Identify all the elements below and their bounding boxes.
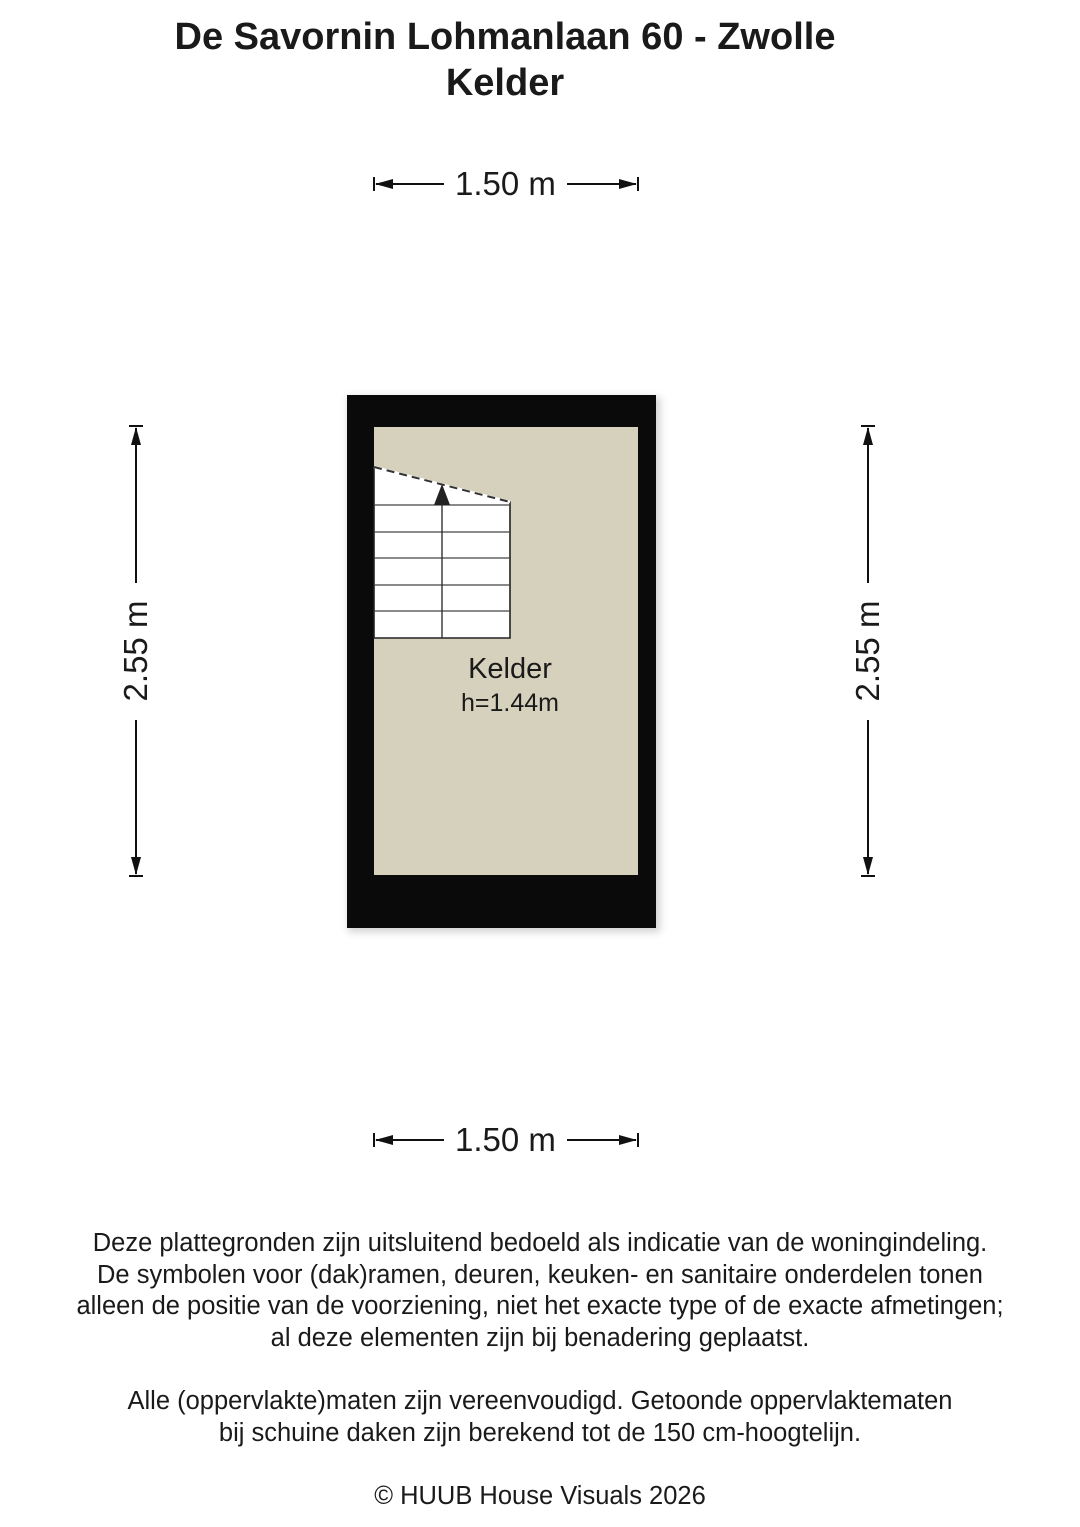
disclaimer-line: De symbolen voor (dak)ramen, deuren, keuken- en sanitaire onderdelen tonen: [97, 1260, 983, 1289]
arrow-head-icon: [619, 179, 637, 189]
arrow-head-icon: [863, 427, 873, 445]
room-height-label: h=1.44m: [461, 689, 559, 717]
dimension-top-label: 1.50 m: [455, 165, 556, 202]
disclaimer-paragraph-2: [0, 1386, 1080, 1449]
dimension-bottom-label: 1.50 m: [455, 1121, 556, 1158]
copyright-notice: © HUUB House Visuals 2026: [374, 1482, 706, 1510]
floor-title: Kelder: [445, 62, 565, 104]
disclaimer-line: Deze plattegronden zijn uitsluitend bedoeld als indicatie van de woningindeling.: [92, 1229, 988, 1257]
arrow-head-icon: [375, 1135, 393, 1145]
disclaimer-line: al deze elementen zijn bij benadering geplaatst.: [270, 1323, 810, 1352]
dimension-left-label: 2.55 m: [117, 600, 154, 702]
disclaimer-paragraph-1: [0, 1228, 1080, 1354]
arrow-head-icon: [131, 857, 141, 875]
arrow-head-icon: [131, 427, 141, 445]
room-name-label: Kelder: [468, 653, 552, 685]
arrow-head-icon: [863, 857, 873, 875]
disclaimer-line: bij schuine daken zijn berekend tot de 150 cm-hoogtelijn.: [218, 1418, 862, 1447]
arrow-head-icon: [375, 179, 393, 189]
dimension-right-label: 2.55 m: [849, 600, 886, 702]
plan-title: De Savornin Lohmanlaan 60 - Zwolle: [174, 16, 836, 58]
disclaimer-line: alleen de positie van de voorziening, niet het exacte type of de exacte afmetingen;: [76, 1292, 1004, 1320]
disclaimer-line: Alle (oppervlakte)maten zijn vereenvoudigd. Getoonde oppervlaktematen: [127, 1387, 953, 1415]
arrow-head-icon: [619, 1135, 637, 1145]
